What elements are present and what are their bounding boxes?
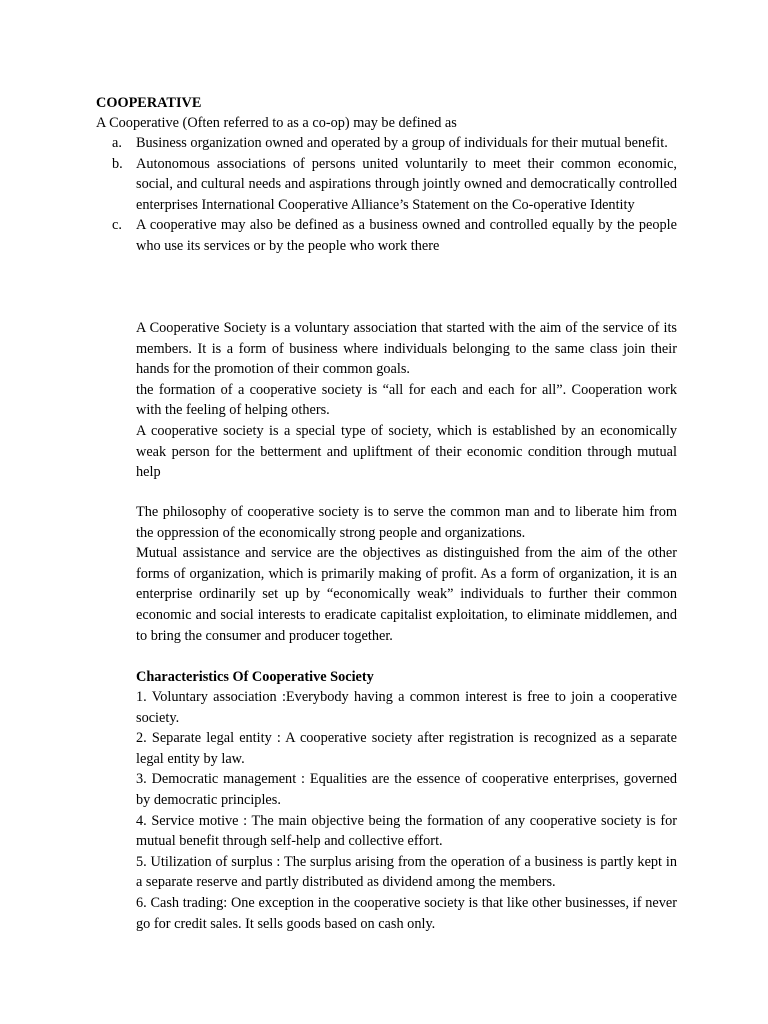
characteristic-item: 1. Voluntary association :Everybody having a common interest is free to join a cooperative society. — [136, 689, 677, 726]
characteristic-item: 4. Service motive : The main objective being the formation of any cooperative society is for mutual benefit through self-help and collective effort. — [136, 812, 677, 850]
definition-text: Autonomous associations of persons united voluntarily to meet their common economic, social, and cultural needs and aspirations through jointly owned and democratically controlled enterprises International Cooperative Alliance’s Statement on the Co-operative Identity — [136, 155, 677, 213]
characteristic-item: 2. Separate legal entity : A cooperative society after registration is recognized as a separate legal entity by law. — [136, 730, 677, 767]
philosophy-section — [136, 502, 677, 646]
characteristic-item: 5. Utilization of surplus : The surplus arising from the operation of a business is partly kept in a separate reserve and partly distributed as dividend among the members. — [136, 853, 677, 891]
definition-item — [96, 133, 677, 154]
paragraph: Mutual assistance and service are the objectives as distinguished from the aim of the other forms of organization, which is primarily making of profit. As a form of organization, it is an enterprise ordinarily set up by “economically weak” individuals to further their common economic and social interests to eradicate capitalist exploitation, to eliminate middlemen, and to bring the consumer and producer together. — [136, 545, 677, 644]
paragraph: A cooperative society is a special type of society, which is established by an economically weak person for the betterment and upliftment of their economic condition through mutual help — [136, 422, 677, 481]
definition-text: Business organization owned and operated by a group of individuals for their mutual benefit. — [136, 135, 668, 151]
paragraph: A Cooperative Society is a voluntary association that started with the aim of the service of its members. It is a form of business where individuals belonging to the same class join their hands for the promotion of their common goals. — [136, 320, 677, 378]
definition-marker: a. — [112, 135, 122, 151]
definition-item — [96, 215, 677, 256]
society-description — [136, 318, 677, 483]
characteristic-item: 3. Democratic management : Equalities are the essence of cooperative enterprises, governed by democratic principles. — [136, 771, 677, 808]
definition-marker: c. — [112, 217, 122, 234]
intro-line: A Cooperative (Often referred to as a co-op) may be defined as — [96, 115, 457, 131]
definition-marker: b. — [112, 155, 123, 172]
characteristics-heading: Characteristics Of Cooperative Society — [136, 669, 374, 685]
paragraph: The philosophy of cooperative society is to serve the common man and to liberate him from the oppression of the economically strong people and organizations. — [136, 504, 677, 541]
definitions-list — [96, 133, 677, 257]
definition-text: A cooperative may also be defined as a business owned and controlled equally by the people who use its services or by the people who work there — [136, 217, 677, 254]
characteristics-list — [136, 687, 677, 934]
characteristic-item: 6. Cash trading: One exception in the cooperative society is that like other businesses, if never go for credit sales. It sells goods based on cash only. — [136, 894, 677, 932]
document-title: COOPERATIVE — [96, 95, 202, 111]
paragraph: the formation of a cooperative society is “all for each and each for all”. Cooperation work with the feeling of helping others. — [136, 381, 677, 419]
definition-item — [96, 154, 677, 216]
